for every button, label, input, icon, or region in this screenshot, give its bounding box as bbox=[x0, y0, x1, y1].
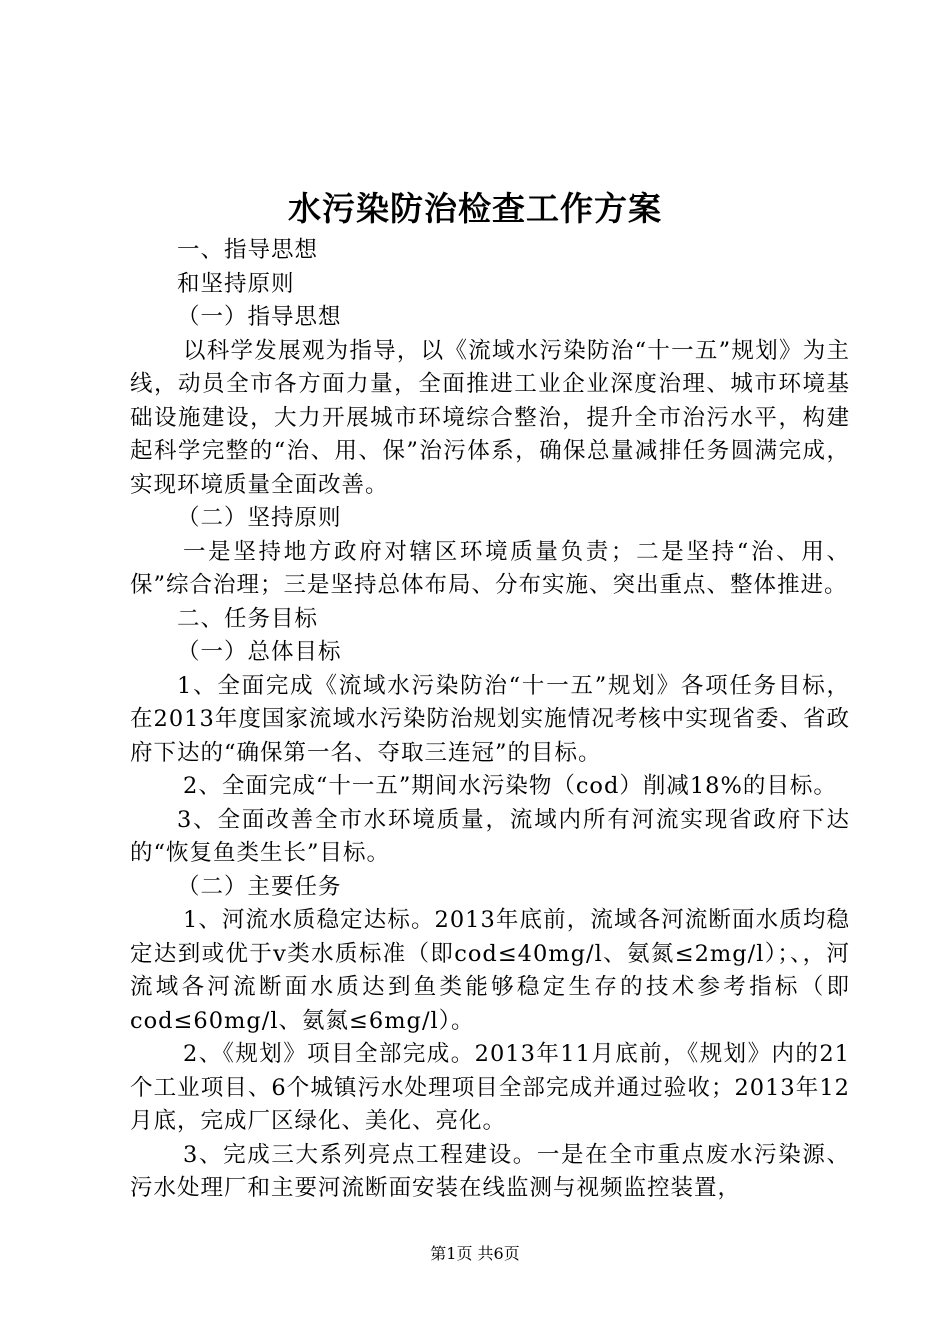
section-heading: 二、任务目标 bbox=[177, 605, 319, 632]
subsection-heading: （二）主要任务 bbox=[177, 873, 342, 900]
body-paragraph: 以科学发展观为指导，以《流域水污染防治“十一五”规划》为主线，动员全市各方面力量，全面推进工业企业深度治理、城市环境基础设施建设，大力开展城市环境综合整治，提升全市治污水平，构建起科学完整的“治、用、保”治污体系，确保总量减排任务圆满完成，实现环境质量全面改善。 bbox=[130, 337, 850, 498]
body-paragraph: 1、全面完成《流域水污染防治“十一五”规划》各项任务目标，在2013年度国家流域水污染防治规划实施情况考核中实现省委、省政府下达的“确保第一名、夺取三连冠”的目标。 bbox=[130, 672, 850, 766]
body-paragraph: 2、全面完成“十一五”期间水污染物（cod）削减18%的目标。 bbox=[183, 773, 837, 799]
body-paragraph: 2、《规划》项目全部完成。2013年11月底前，《规划》内的21个工业项目、6个城镇污水处理项目全部完成并通过验收；2013年12月底，完成厂区绿化、美化、亮化。 bbox=[130, 1041, 850, 1134]
document-body bbox=[130, 234, 850, 1206]
body-paragraph: 3、完成三大系列亮点工程建设。一是在全市重点废水污染源、污水处理厂和主要河流断面安装在线监测与视频监控装置， bbox=[130, 1141, 850, 1201]
section-heading: 一、指导思想 bbox=[177, 237, 319, 263]
subsection-heading: （一）指导思想 bbox=[177, 304, 342, 330]
section-heading-continued: 和坚持原则 bbox=[177, 270, 295, 297]
subsection-heading: （一）总体目标 bbox=[177, 639, 342, 665]
body-paragraph: 3、全面改善全市水环境质量，流域内所有河流实现省政府下达的“恢复鱼类生长”目标。 bbox=[130, 806, 850, 866]
page-indicator: 第1页 共6页 bbox=[430, 1244, 520, 1263]
body-paragraph: 1、河流水质稳定达标。2013年底前，流域各河流断面水质均稳定达到或优于v类水质标准（即cod≤40mg/l、氨氮≤2mg/l）；、，河流域各河流断面水质达到鱼类能够稳定生存的技术参考指标（即cod≤60mg/l、氨氮≤6mg/l）。 bbox=[130, 907, 850, 1034]
document-title: 水污染防治检查工作方案 bbox=[288, 189, 662, 228]
body-paragraph: 一是坚持地方政府对辖区环境质量负责；二是坚持“治、用、保”综合治理；三是坚持总体布局、分布实施、突出重点、整体推进。 bbox=[130, 538, 850, 598]
subsection-heading: （二）坚持原则 bbox=[177, 505, 342, 531]
